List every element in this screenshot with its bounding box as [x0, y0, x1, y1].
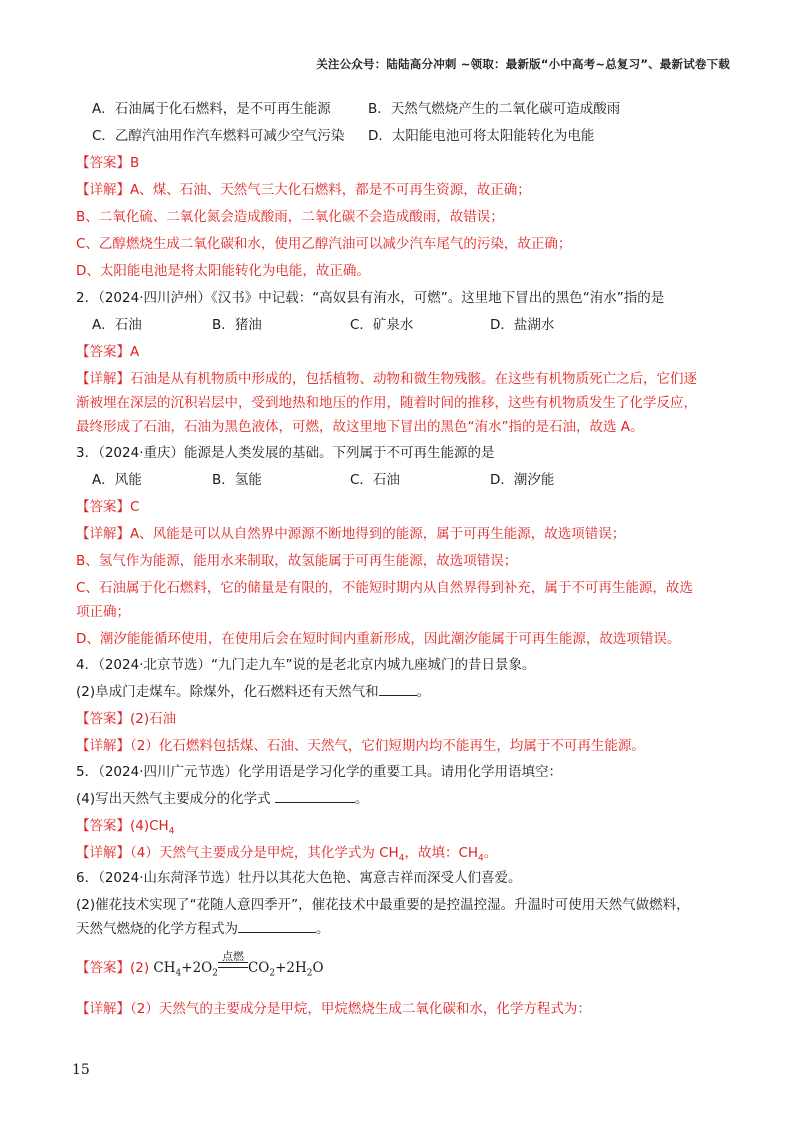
q6-subquestion-end: 。 — [316, 921, 330, 937]
q6-answer — [76, 950, 324, 979]
answer-blank — [275, 802, 355, 803]
q3-options — [92, 468, 555, 488]
eq-subscript: 4 — [175, 968, 182, 979]
q2-detail-line: 【详解】石油是从有机物质中形成的，包括植物、动物和微生物残骸。在这些有机物质死亡之后，它们逐 — [76, 371, 697, 387]
q1-option-d: D．太阳能电池可将太阳能转化为电能 — [368, 128, 595, 144]
q3-stem: 3．（2024·重庆）能源是人类发展的基础。下列属于不可再生能源的是 — [76, 445, 495, 461]
reaction-arrow — [218, 950, 248, 972]
q6-subquestion-line: (2)催花技术实现了“花随人意四季开”，催花技术中最重要的是控温控湿。升温时可使用天然气做燃料， — [76, 897, 690, 913]
q1-detail-line: 【详解】A、煤、石油、天然气三大化石燃料，都是不可再生资源，故正确； — [76, 182, 531, 198]
q4-stem: 4．（2024·北京节选）“九门走九车”说的是老北京内城九座城门的昔日景象。 — [76, 657, 536, 673]
q2-detail-line: 渐被埋在深层的沉积岩层中，受到地热和地压的作用，随着时间的推移，这些有机物质发生了化学反应， — [76, 395, 697, 411]
q5-detail — [76, 841, 497, 864]
q3-answer: 【答案】C — [76, 499, 140, 515]
eq-term: +2H — [275, 960, 307, 976]
q2-detail-line: 最终形成了石油，石油为黑色液体，可燃，故这里地下冒出的黑色“洧水”指的是石油，故选 A。 — [76, 419, 644, 435]
q6-stem: 6．（2024·山东菏泽节选）牡丹以其花大色艳、寓意吉祥而深受人们喜爱。 — [76, 870, 522, 886]
page-header: 关注公众号：陆陆高分冲刺 ~领取：最新版“小中高考~总复习”、最新试卷下载 — [316, 57, 730, 71]
q5-detail-text-end: 。 — [483, 845, 498, 861]
q3-option-a: A．风能 — [92, 472, 142, 488]
q6-subquestion-line-2 — [76, 917, 330, 937]
q4-subquestion-text: (2)阜成门走煤车。除煤外，化石燃料还有天然气和 — [76, 684, 379, 700]
reaction-condition: 点燃 — [221, 950, 244, 963]
q2-options — [92, 313, 555, 333]
q2-option-a: A．石油 — [92, 317, 142, 333]
q3-detail-line: D、潮汐能能循环使用，在使用后会在短时间内重新形成，因此潮汐能属于可再生能源，故选项错误。 — [76, 631, 681, 647]
q5-detail-subscript: 4 — [478, 853, 484, 864]
q2-option-c: C．矿泉水 — [350, 317, 414, 333]
q5-subquestion-text: (4)写出天然气主要成分的化学式 — [76, 791, 271, 807]
q5-subquestion — [76, 787, 368, 807]
answer-blank — [238, 932, 316, 933]
q1-option-row-1 — [92, 97, 621, 117]
q5-answer-text: 【答案】(4)CH — [76, 818, 169, 834]
eq-term: +2O — [181, 960, 213, 976]
q5-detail-subscript: 4 — [398, 853, 405, 864]
q3-detail-line: C、石油属于化石燃料，它的储量是有限的，不能短时期内从自然界得到补充，属于不可再生能源，故选 — [76, 580, 693, 596]
q4-detail: 【详解】（2）化石燃料包括煤、石油、天然气，它们短期内均不能再生，均属于不可再生能源。 — [76, 738, 645, 754]
q5-subquestion-end: 。 — [354, 791, 369, 807]
q3-detail-line: 【详解】A、风能是可以从自然界中源源不断地得到的能源，属于可再生能源，故选项错误； — [76, 526, 626, 542]
q1-detail-line: C、乙醇燃烧生成二氧化碳和水，使用乙醇汽油可以减少汽车尾气的污染，故正确； — [76, 236, 572, 252]
q4-answer: 【答案】(2)石油 — [76, 711, 177, 727]
q5-answer-subscript: 4 — [168, 826, 175, 837]
q2-answer: 【答案】A — [76, 344, 140, 360]
q6-subquestion-text: 天然气燃烧的化学方程式为 — [76, 921, 238, 937]
q1-option-a: A．石油属于化石燃料，是不可再生能源 — [92, 101, 331, 117]
eq-term: O — [312, 960, 324, 976]
q6-answer-label: 【答案】(2) — [76, 960, 150, 976]
q4-subquestion-end: 。 — [416, 684, 431, 700]
q3-detail-line: 项正确； — [76, 604, 130, 620]
q4-subquestion — [76, 680, 430, 700]
q2-option-d: D．盐湖水 — [490, 317, 555, 333]
q1-option-b: B．天然气燃烧产生的二氧化碳可造成酸雨 — [368, 101, 621, 117]
q5-detail-text: 【详解】（4）天然气主要成分是甲烷，其化学式为 CH — [76, 845, 399, 861]
eq-subscript: 2 — [306, 968, 313, 979]
eq-term: CH — [153, 960, 176, 976]
q5-answer — [76, 814, 174, 837]
chemical-equation — [153, 950, 324, 979]
q5-detail-text-mid: ，故填：CH — [404, 845, 479, 861]
q1-detail-line: B、二氧化硫、二氧化氮会造成酸雨，二氧化碳不会造成酸雨，故错误； — [76, 209, 504, 225]
q1-option-c: C．乙醇汽油用作汽车燃料可减少空气污染 — [92, 128, 345, 144]
q3-option-b: B．氢能 — [212, 472, 262, 488]
q6-detail: 【详解】（2）天然气的主要成分是甲烷，甲烷燃烧生成二氧化碳和水，化学方程式为： — [76, 1001, 591, 1017]
q5-stem: 5．（2024·四川广元节选）化学用语是学习化学的重要工具。请用化学用语填空： — [76, 764, 562, 780]
q1-answer: 【答案】B — [76, 155, 140, 171]
q3-detail-line: B、氢气作为能源，能用水来制取，故氢能属于可再生能源，故选项错误； — [76, 553, 518, 569]
eq-subscript: 2 — [269, 968, 276, 979]
q2-stem: 2．（2024·四川泸州）《汉书》中记载：“高奴县有洧水，可燃”。这里地下冒出的黑色“洧水”指的是 — [76, 290, 665, 306]
eq-subscript: 2 — [212, 968, 218, 979]
q3-option-c: C．石油 — [350, 472, 400, 488]
page-number: 15 — [72, 1062, 90, 1078]
answer-blank — [379, 695, 417, 696]
q2-option-b: B．猪油 — [212, 317, 262, 333]
q1-option-row-2 — [92, 124, 595, 144]
q1-detail-line: D、太阳能电池是将太阳能转化为电能，故正确。 — [76, 263, 370, 279]
eq-term: CO — [247, 960, 270, 976]
q3-option-d: D．潮汐能 — [490, 472, 555, 488]
